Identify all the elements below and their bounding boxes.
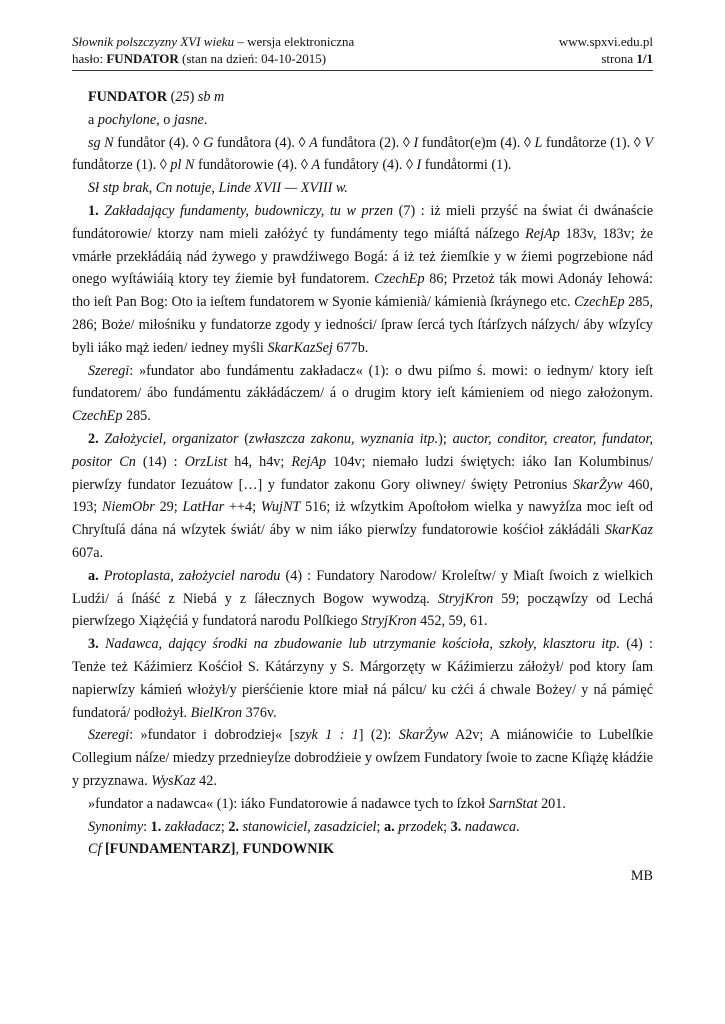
headword-line: FUNDATOR (25) sb m: [88, 89, 225, 105]
cross-reference-fundownik[interactable]: FUNDOWNIK: [242, 841, 335, 858]
nadawca-line: »fundator a nadawca« (1): iáko Fundatorowie á nadawce tych to ſzkoł SarnStat 201.: [88, 795, 566, 812]
pronunciation-line: a pochylone, o jasne.: [88, 111, 208, 128]
synonyms-line: Synonimy: 1. zakładacz; 2. stanowiciel, zasadziciel; a. przodek; 3. nadawca.: [88, 818, 520, 835]
szeregi-2: Szeregi: »fundator i dobrodziej« [szyk 1 : 1] (2): SkarŻyw A2v; A miánowićie to Lubelſkie Collegium náſze/ miedzy przednieyſze dobrodźieie y owſzem Fundatory ſwoie to zacne Kſiążę kłádźie y przyznawa. WysKaz 42.: [72, 727, 653, 789]
inflection-line: sg N fundåtor (4). ◊ G fundåtora (4). ◊ A fundåtora (2). ◊ I fundåtor(e)m (4). ◊ L fundåtorze (1). ◊ V fundåtorze (1). ◊ pl N fundåtorowie (4). ◊ A fundåtory (4). ◊ I fundåtormi (1).: [72, 134, 654, 174]
header-divider: [72, 70, 653, 71]
sense-2: 2. Założyciel, organizator (zwłaszcza zakonu, wyznania itp.); auctor, conditor, creator, fundator, positor Cn (14) : OrzList h4, h4v; RejAp 104v; niemało ludzi świętych: iáko Ian Kolumbinus/ pierwſzy fundator Iezuátow […] y fundator zakonu Gory oliwney/ święty Petronius SkarŻyw 460, 193; NiemObr 29; LatHar ++4; WujNT 516; iż wſzytkim Apoſtołom wielka y nawyżſza moc ieſt od Chryſtuſá dána ná wſzytek świát/ áby w nim iáko pierwſzy fundatorowie kośćioł zákłádáli SkarKaz 607a.: [72, 430, 653, 561]
sense-1: 1. Zakładający fundamenty, budowniczy, tu w przen (7) : iż mieli przyść na świat ći dwánaście fundátorowie/ ktorzy nam mieli załóżyć ty fundámenty tego miáſtá náſzego RejAp 183v, 183v; że vmárłe przekłádáią nád żywego y prawdźiwego Bogá: á iż też źiemſkie y w źiemi pogrzebione nád onego wyſtáwiáią ktory tey źiemie był fundatorem. CzechEp 86; Przetoż ták mowi Adonáy Iehowá: tho ieſt Pan Bog: Oto ia ieſtem fundatorem w Syonie kámienià/ kámienià ſkráynego etc. CzechEp 285, 286; Boże/ miłośniku y fundatorze zgody y iedności/ ſpraw ſercá tych ſtárſzych náſzych/ áby wſzyſcy byli iáko mąż ieden/ iedney myśli SkarKazSej 677b.: [72, 202, 654, 356]
sources-line: Sł stp brak, Cn notuje, Linde XVII — XVIII w.: [88, 180, 348, 197]
sense-2a: a. Protoplasta, założyciel narodu (4) : Fundatory Narodow/ Kroleſtw/ y Miaſt ſwoich z wielkich Ludźi/ á ſnáść z Niebá y z ſáłecznych Bogow wywodzą. StryjKron 59; począwſzy od Lechá pierwſzego Xiążęćiá y fundatorá narodu Polſkiego StryjKron 452, 59, 61.: [72, 567, 653, 630]
cross-reference-line: Cf [FUNDAMENTARZ], FUNDOWNIK: [88, 841, 335, 858]
entry-status: hasło: FUNDATOR (stan na dzień: 04-10-2015): [72, 51, 327, 66]
page-header: [72, 33, 653, 67]
header-row-1: [72, 33, 653, 50]
cross-reference-fundamentarz[interactable]: [FUNDAMENTARZ]: [104, 841, 236, 858]
page-number: strona 1/1: [601, 51, 653, 66]
entry-body: [72, 86, 653, 888]
szeregi-1: Szeregi: »fundator abo fundámentu zakładacz« (1): o dwu piſmo ś. mowi: o iednym/ ktory ieſt fundatorem/ ábo fundámentu zákłádáczem/ á o drugim ktory ieſt kámieniem od niego założonym. CzechEp 285.: [72, 362, 653, 425]
site-url[interactable]: www.spxvi.edu.pl: [558, 34, 653, 49]
sense-3: 3. Nadawca, dający środki na zbudowanie lub utrzymanie kościoła, szkoły, klasztoru itp. (4) : Tenże też Káźimierz Kośćioł S. Kátárzyny y S. Márgorzęty w Káźimierzu záłożył/ pod ktory ſam napierwſzy kámień włożył/y pierśćienie ktore miał ná pálcu/ ku cżći á chwale Bożey/ y ná pámięć fundatorá/ podłożył. BielKron 376v.: [72, 636, 653, 721]
author-signature: MB: [630, 868, 653, 885]
dictionary-title: Słownik polszczyzny XVI wieku – wersja elektroniczna: [72, 34, 355, 49]
header-row-2: [72, 50, 653, 67]
